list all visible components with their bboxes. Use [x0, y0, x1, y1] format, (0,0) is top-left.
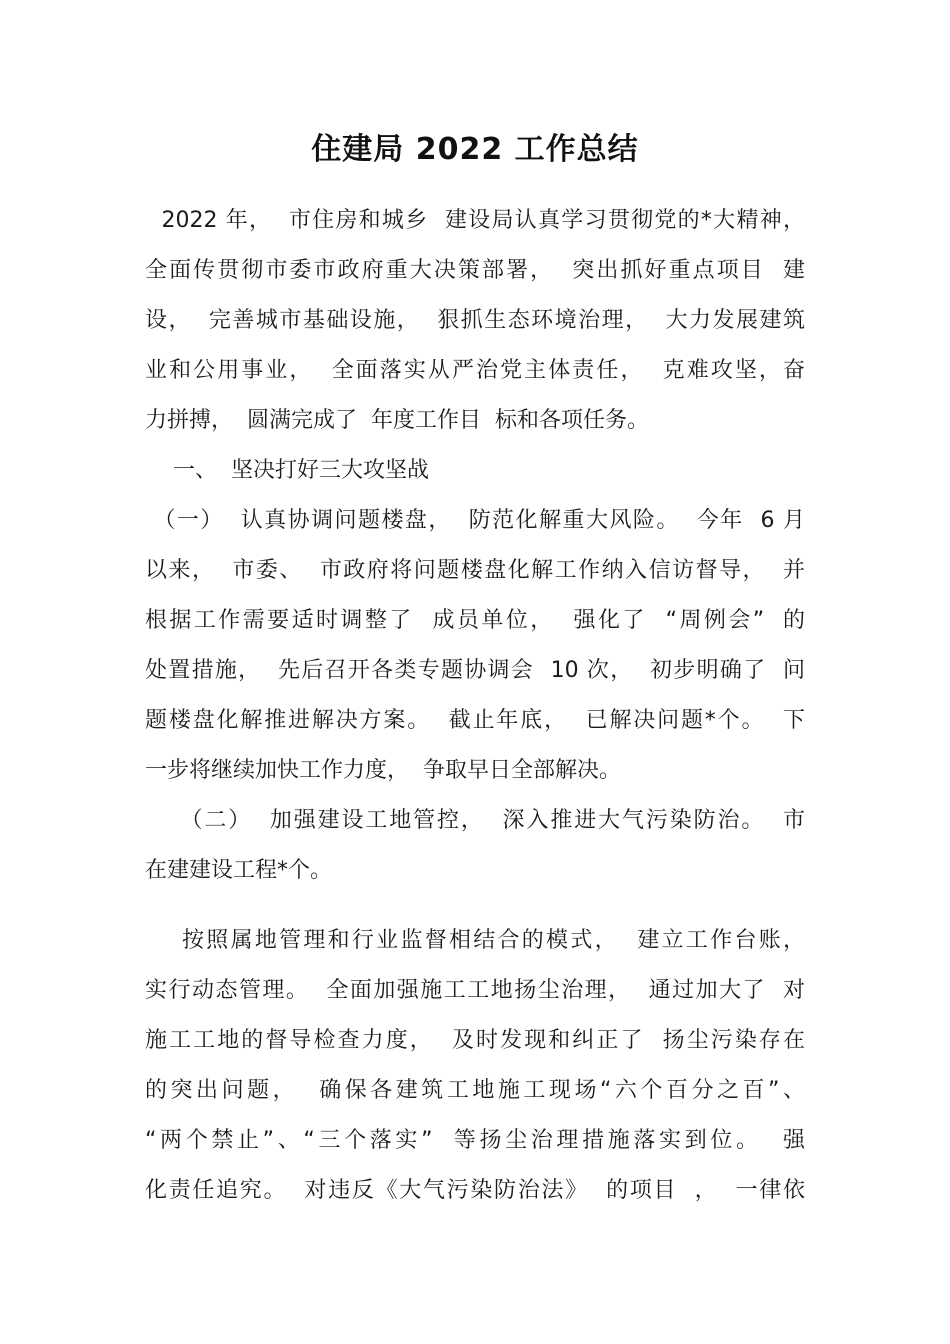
text-line: 实行动态管理。 全面加强施工工地扬尘治理， 通过加大了 对 — [145, 978, 805, 1003]
text-line: 题楼盘化解推进解决方案。 截止年底， 已解决问题*个。 下 — [145, 708, 805, 733]
text-line: （二） 加强建设工地管控， 深入推进大气污染防治。 市 — [145, 808, 805, 833]
text-line: 设， 完善城市基础设施， 狠抓生态环境治理， 大力发展建筑 — [145, 308, 805, 333]
document-title: 住建局 2022 工作总结 — [311, 132, 639, 167]
text-line: 根据工作需要适时调整了 成员单位， 强化了 “周例会” 的 — [145, 608, 805, 633]
text-line: 一步将继续加快工作力度， 争取早日全部解决。 — [145, 758, 621, 783]
text-line: 业和公用事业， 全面落实从严治党主体责任， 克难攻坚，奋 — [145, 358, 805, 383]
text-line: 力拼搏， 圆满完成了 年度工作目 标和各项任务。 — [145, 408, 649, 433]
text-line: 施工工地的督导检查力度， 及时发现和纠正了 扬尘污染存在 — [145, 1028, 805, 1053]
text-line: 处置措施， 先后召开各类专题协调会 10 次， 初步明确了 问 — [145, 658, 805, 683]
text-line: 的突出问题， 确保各建筑工地施工现场“六个百分之百”、 — [145, 1078, 805, 1103]
text-line: （一） 认真协调问题楼盘， 防范化解重大风险。 今年 6 月 — [145, 508, 805, 533]
text-line: 全面传贯彻市委市政府重大决策部署， 突出抓好重点项目 建 — [145, 258, 805, 283]
text-line: “两个禁止”、“三个落实” 等扬尘治理措施落实到位。 强 — [145, 1128, 805, 1153]
text-line: 在建建设工程*个。 — [145, 858, 333, 883]
text-line: 化责任追究。 对违反《大气污染防治法》 的项目 ， 一律依 — [145, 1178, 805, 1203]
text-line: 2022 年， 市住房和城乡 建设局认真学习贯彻党的*大精神， — [145, 208, 805, 233]
text-line: 按照属地管理和行业监督相结合的模式， 建立工作台账， — [145, 928, 805, 953]
section-heading: 一、 坚决打好三大攻坚战 — [145, 458, 429, 483]
text-line: 以来， 市委、 市政府将问题楼盘化解工作纳入信访督导， 并 — [145, 558, 805, 583]
